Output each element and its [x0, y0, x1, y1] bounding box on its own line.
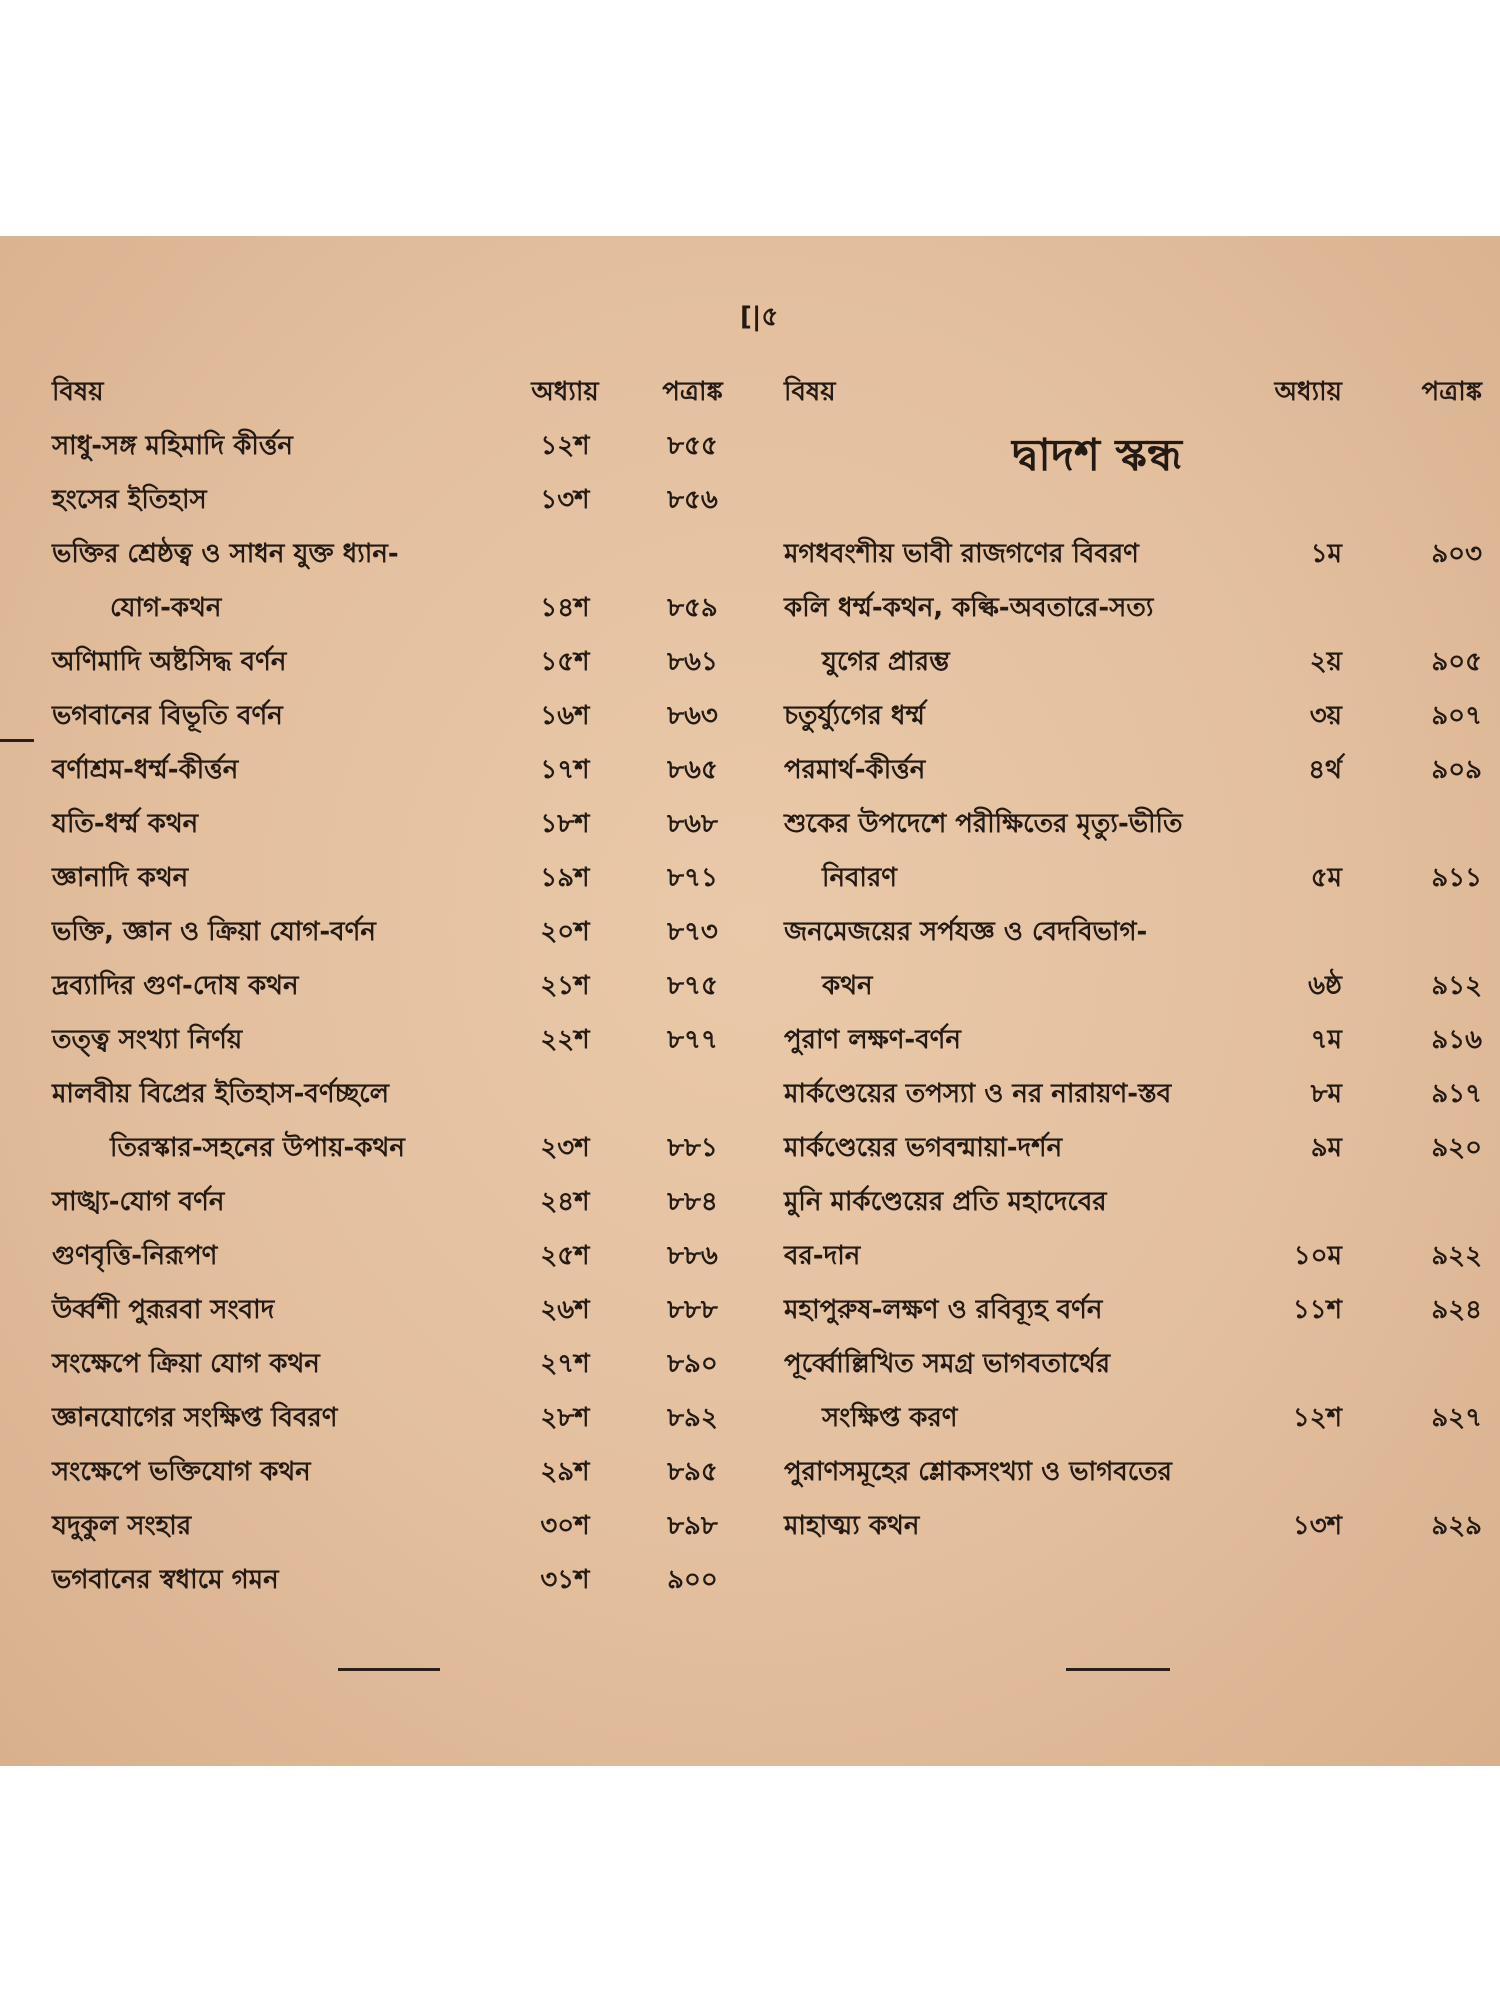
toc-page [0, 236, 1500, 1766]
header-page: পত্রাঙ্ক [1421, 377, 1482, 407]
header-page: পত্রাঙ্ক [662, 377, 723, 407]
toc-topic: ভক্তি, জ্ঞান ও ক্রিয়া যোগ-বর্ণন [52, 917, 376, 947]
toc-topic: উর্ব্বশী পুরূরবা সংবাদ [52, 1295, 275, 1325]
toc-page-number: ৮৬৫ [667, 755, 718, 785]
toc-page-number: ৮৭১ [667, 863, 718, 893]
toc-page-number: ৯১৭ [1431, 1079, 1482, 1109]
toc-chapter: ৪র্থ [1308, 755, 1342, 785]
toc-chapter: ১৯শ [540, 863, 590, 893]
toc-row [772, 1230, 1484, 1284]
toc-page-number: ৯১২ [1431, 971, 1482, 1001]
toc-chapter: ৩০শ [540, 1511, 590, 1541]
toc-topic: মাহাত্ম্য কথন [784, 1511, 920, 1541]
toc-row [40, 906, 740, 960]
toc-row [40, 1446, 740, 1500]
toc-page-number: ৯১১ [1431, 863, 1482, 893]
toc-row [772, 852, 1484, 906]
left-end-rule [338, 1668, 440, 1671]
toc-topic: জ্ঞানযোগের সংক্ষিপ্ত বিবরণ [52, 1403, 338, 1433]
toc-chapter: ২৯শ [540, 1457, 590, 1487]
toc-row [772, 690, 1484, 744]
toc-topic: চতুর্য্যুগের ধর্ম্ম [784, 701, 925, 731]
toc-page-number: ৯২৯ [1431, 1511, 1482, 1541]
toc-topic: পরমার্থ-কীর্ত্তন [784, 755, 926, 785]
toc-chapter: ১১শ [1292, 1295, 1342, 1325]
margin-mark [0, 739, 34, 742]
toc-topic: সংক্ষেপে ক্রিয়া যোগ কথন [52, 1349, 320, 1379]
toc-chapter: ১৬শ [540, 701, 590, 731]
toc-topic: হংসের ইতিহাস [52, 485, 207, 515]
toc-page-number: ৮৮৪ [667, 1187, 718, 1217]
toc-row [40, 744, 740, 798]
header-chapter: অধ্যায় [1274, 377, 1342, 407]
toc-row [40, 528, 740, 582]
toc-topic: পূর্ব্বোল্লিখিত সমগ্র ভাগবতার্থের [784, 1349, 1111, 1379]
toc-topic: তত্ত্ব সংখ্যা নির্ণয় [52, 1025, 243, 1055]
toc-chapter: ১৮শ [540, 809, 590, 839]
toc-chapter: ৩১শ [540, 1565, 590, 1595]
toc-row [40, 474, 740, 528]
toc-topic: নিবারণ [822, 863, 897, 893]
toc-page-number: ৮৯৫ [667, 1457, 718, 1487]
toc-row [40, 1392, 740, 1446]
toc-chapter: ১৩শ [540, 485, 590, 515]
toc-row [772, 1176, 1484, 1230]
toc-topic: শুকের উপদেশে পরীক্ষিতের মৃত্যু-ভীতি [784, 809, 1183, 839]
section-title: দ্বাদশ স্কন্ধ [1012, 430, 1182, 481]
toc-chapter: ৮ম [1310, 1079, 1342, 1109]
toc-page-number: ৯০৩ [1431, 539, 1482, 569]
toc-row [772, 1284, 1484, 1338]
toc-page-number: ৮৮৬ [667, 1241, 718, 1271]
toc-topic: ভক্তির শ্রেষ্ঠত্ব ও সাধন যুক্ত ধ্যান- [52, 539, 399, 569]
toc-row [772, 636, 1484, 690]
toc-topic: সংক্ষিপ্ত করণ [822, 1403, 958, 1433]
toc-chapter: ৫ম [1310, 863, 1342, 893]
toc-row [772, 1122, 1484, 1176]
toc-chapter: ২৪শ [540, 1187, 590, 1217]
toc-row [772, 960, 1484, 1014]
toc-row [40, 1554, 740, 1608]
toc-chapter: ৯ম [1310, 1133, 1342, 1163]
toc-chapter: ২০শ [540, 917, 590, 947]
toc-topic: বর্ণাশ্রম-ধর্ম্ম-কীর্ত্তন [52, 755, 239, 785]
toc-row [40, 852, 740, 906]
toc-topic: ভগবানের বিভূতি বর্ণন [52, 701, 283, 731]
toc-row [772, 528, 1484, 582]
toc-page-number: ৮৮৮ [667, 1295, 718, 1325]
toc-chapter: ৬ষ্ঠ [1308, 971, 1342, 1001]
toc-chapter: ২৫শ [540, 1241, 590, 1271]
toc-row [772, 1338, 1484, 1392]
toc-topic: যোগ-কথন [110, 593, 222, 623]
toc-page-number: ৮৭৭ [667, 1025, 718, 1055]
toc-chapter: ২য় [1309, 647, 1342, 677]
toc-page-number: ৯২৪ [1431, 1295, 1482, 1325]
header-chapter: অধ্যায় [531, 377, 599, 407]
toc-topic: অণিমাদি অষ্টসিদ্ধ বর্ণন [52, 647, 287, 677]
folio: [|৫ [740, 302, 779, 332]
toc-row [772, 1500, 1484, 1554]
toc-chapter: ২৬শ [540, 1295, 590, 1325]
toc-chapter: ৩য় [1309, 701, 1342, 731]
toc-page-number: ৮৫৬ [667, 485, 718, 515]
toc-row [772, 744, 1484, 798]
toc-page-number: ৯০৭ [1431, 701, 1482, 731]
toc-page-number: ৮৬১ [667, 647, 718, 677]
toc-page-number: ৮৭৩ [667, 917, 718, 947]
toc-row [772, 798, 1484, 852]
toc-chapter: ২২শ [540, 1025, 590, 1055]
toc-row [40, 636, 740, 690]
toc-topic: জনমেজয়ের সর্পযজ্ঞ ও বেদবিভাগ- [784, 917, 1148, 947]
toc-topic: সাধু-সঙ্গ মহিমাদি কীর্ত্তন [52, 431, 293, 461]
toc-topic: পুরাণ লক্ষণ-বর্ণন [784, 1025, 961, 1055]
toc-chapter: ২১শ [540, 971, 590, 1001]
toc-page-number: ৮৬৮ [667, 809, 718, 839]
toc-row [40, 1014, 740, 1068]
toc-topic: সংক্ষেপে ভক্তিযোগ কথন [52, 1457, 311, 1487]
toc-row [40, 690, 740, 744]
toc-row [40, 1068, 740, 1122]
toc-row [772, 1068, 1484, 1122]
toc-chapter: ১৩শ [1292, 1511, 1342, 1541]
toc-topic: সাঙ্খ্য-যোগ বর্ণন [52, 1187, 225, 1217]
toc-page-number: ৮৬৩ [667, 701, 718, 731]
toc-topic: যদুকুল সংহার [52, 1511, 192, 1541]
toc-page-number: ৯০০ [667, 1565, 718, 1595]
toc-topic: মার্কণ্ডেয়ের ভগবন্মায়া-দর্শন [784, 1133, 1063, 1163]
toc-topic: বর-দান [784, 1241, 861, 1271]
toc-row [772, 1014, 1484, 1068]
toc-row [40, 1500, 740, 1554]
toc-chapter: ২৭শ [540, 1349, 590, 1379]
toc-topic: জ্ঞানাদি কথন [52, 863, 189, 893]
toc-row [40, 1338, 740, 1392]
toc-page-number: ৮৫৫ [667, 431, 718, 461]
right-header [772, 366, 1484, 420]
toc-topic: যতি-ধর্ম্ম কথন [52, 809, 199, 839]
toc-row [40, 1284, 740, 1338]
toc-topic: মহাপুরুষ-লক্ষণ ও রবিব্যূহ বর্ণন [784, 1295, 1103, 1325]
toc-page-number: ৮৮১ [667, 1133, 718, 1163]
toc-row [40, 960, 740, 1014]
toc-topic: ভগবানের স্বধামে গমন [52, 1565, 279, 1595]
toc-row [40, 1176, 740, 1230]
toc-row [772, 582, 1484, 636]
header-topic: বিষয় [784, 377, 836, 407]
toc-row [40, 798, 740, 852]
toc-chapter: ১২শ [1292, 1403, 1342, 1433]
toc-topic: মুনি মার্কণ্ডেয়ের প্রতি মহাদেবের [784, 1187, 1107, 1217]
toc-row [772, 1392, 1484, 1446]
toc-row [40, 1122, 740, 1176]
toc-topic: মালবীয় বিপ্রের ইতিহাস-বর্ণচ্ছলে [52, 1079, 390, 1109]
toc-page-number: ৮৯২ [667, 1403, 718, 1433]
toc-chapter: ২৮শ [540, 1403, 590, 1433]
toc-page-number: ৮৯৮ [667, 1511, 718, 1541]
toc-chapter: ১৭শ [540, 755, 590, 785]
toc-topic: কথন [822, 971, 873, 1001]
toc-row [40, 1230, 740, 1284]
right-end-rule [1066, 1668, 1170, 1671]
toc-row [772, 906, 1484, 960]
toc-page-number: ৯২২ [1431, 1241, 1482, 1271]
toc-page-number: ৮৯০ [667, 1349, 718, 1379]
toc-row [772, 1446, 1484, 1500]
toc-topic: পুরাণসমূহের শ্লোকসংখ্যা ও ভাগবতের [784, 1457, 1172, 1487]
header-topic: বিষয় [52, 377, 104, 407]
toc-topic: গুণবৃত্তি-নিরূপণ [52, 1241, 218, 1271]
toc-row [40, 420, 740, 474]
toc-page-number: ৯০৫ [1431, 647, 1482, 677]
toc-topic: কলি ধর্ম্ম-কথন, কল্কি-অবতারে-সত্য [784, 593, 1154, 623]
toc-chapter: ১৪শ [540, 593, 590, 623]
toc-topic: যুগের প্রারম্ভ [822, 647, 950, 677]
toc-chapter: ১০ম [1293, 1241, 1342, 1271]
toc-chapter: ১২শ [540, 431, 590, 461]
toc-topic: তিরস্কার-সহনের উপায়-কথন [110, 1133, 405, 1163]
left-header [40, 366, 740, 420]
toc-page-number: ৮৭৫ [667, 971, 718, 1001]
toc-page-number: ৯১৬ [1431, 1025, 1482, 1055]
toc-chapter: ১ম [1310, 539, 1342, 569]
toc-topic: মগধবংশীয় ভাবী রাজগণের বিবরণ [784, 539, 1139, 569]
toc-topic: দ্রব্যাদির গুণ-দোষ কথন [52, 971, 299, 1001]
toc-chapter: ১৫শ [540, 647, 590, 677]
toc-chapter: ৭ম [1310, 1025, 1342, 1055]
toc-chapter: ২৩শ [540, 1133, 590, 1163]
toc-page-number: ৯২৭ [1431, 1403, 1482, 1433]
toc-page-number: ৯২০ [1431, 1133, 1482, 1163]
toc-row [40, 582, 740, 636]
toc-topic: মার্কণ্ডেয়ের তপস্যা ও নর নারায়ণ-স্তব [784, 1079, 1172, 1109]
toc-page-number: ৯০৯ [1431, 755, 1482, 785]
toc-page-number: ৮৫৯ [667, 593, 718, 623]
